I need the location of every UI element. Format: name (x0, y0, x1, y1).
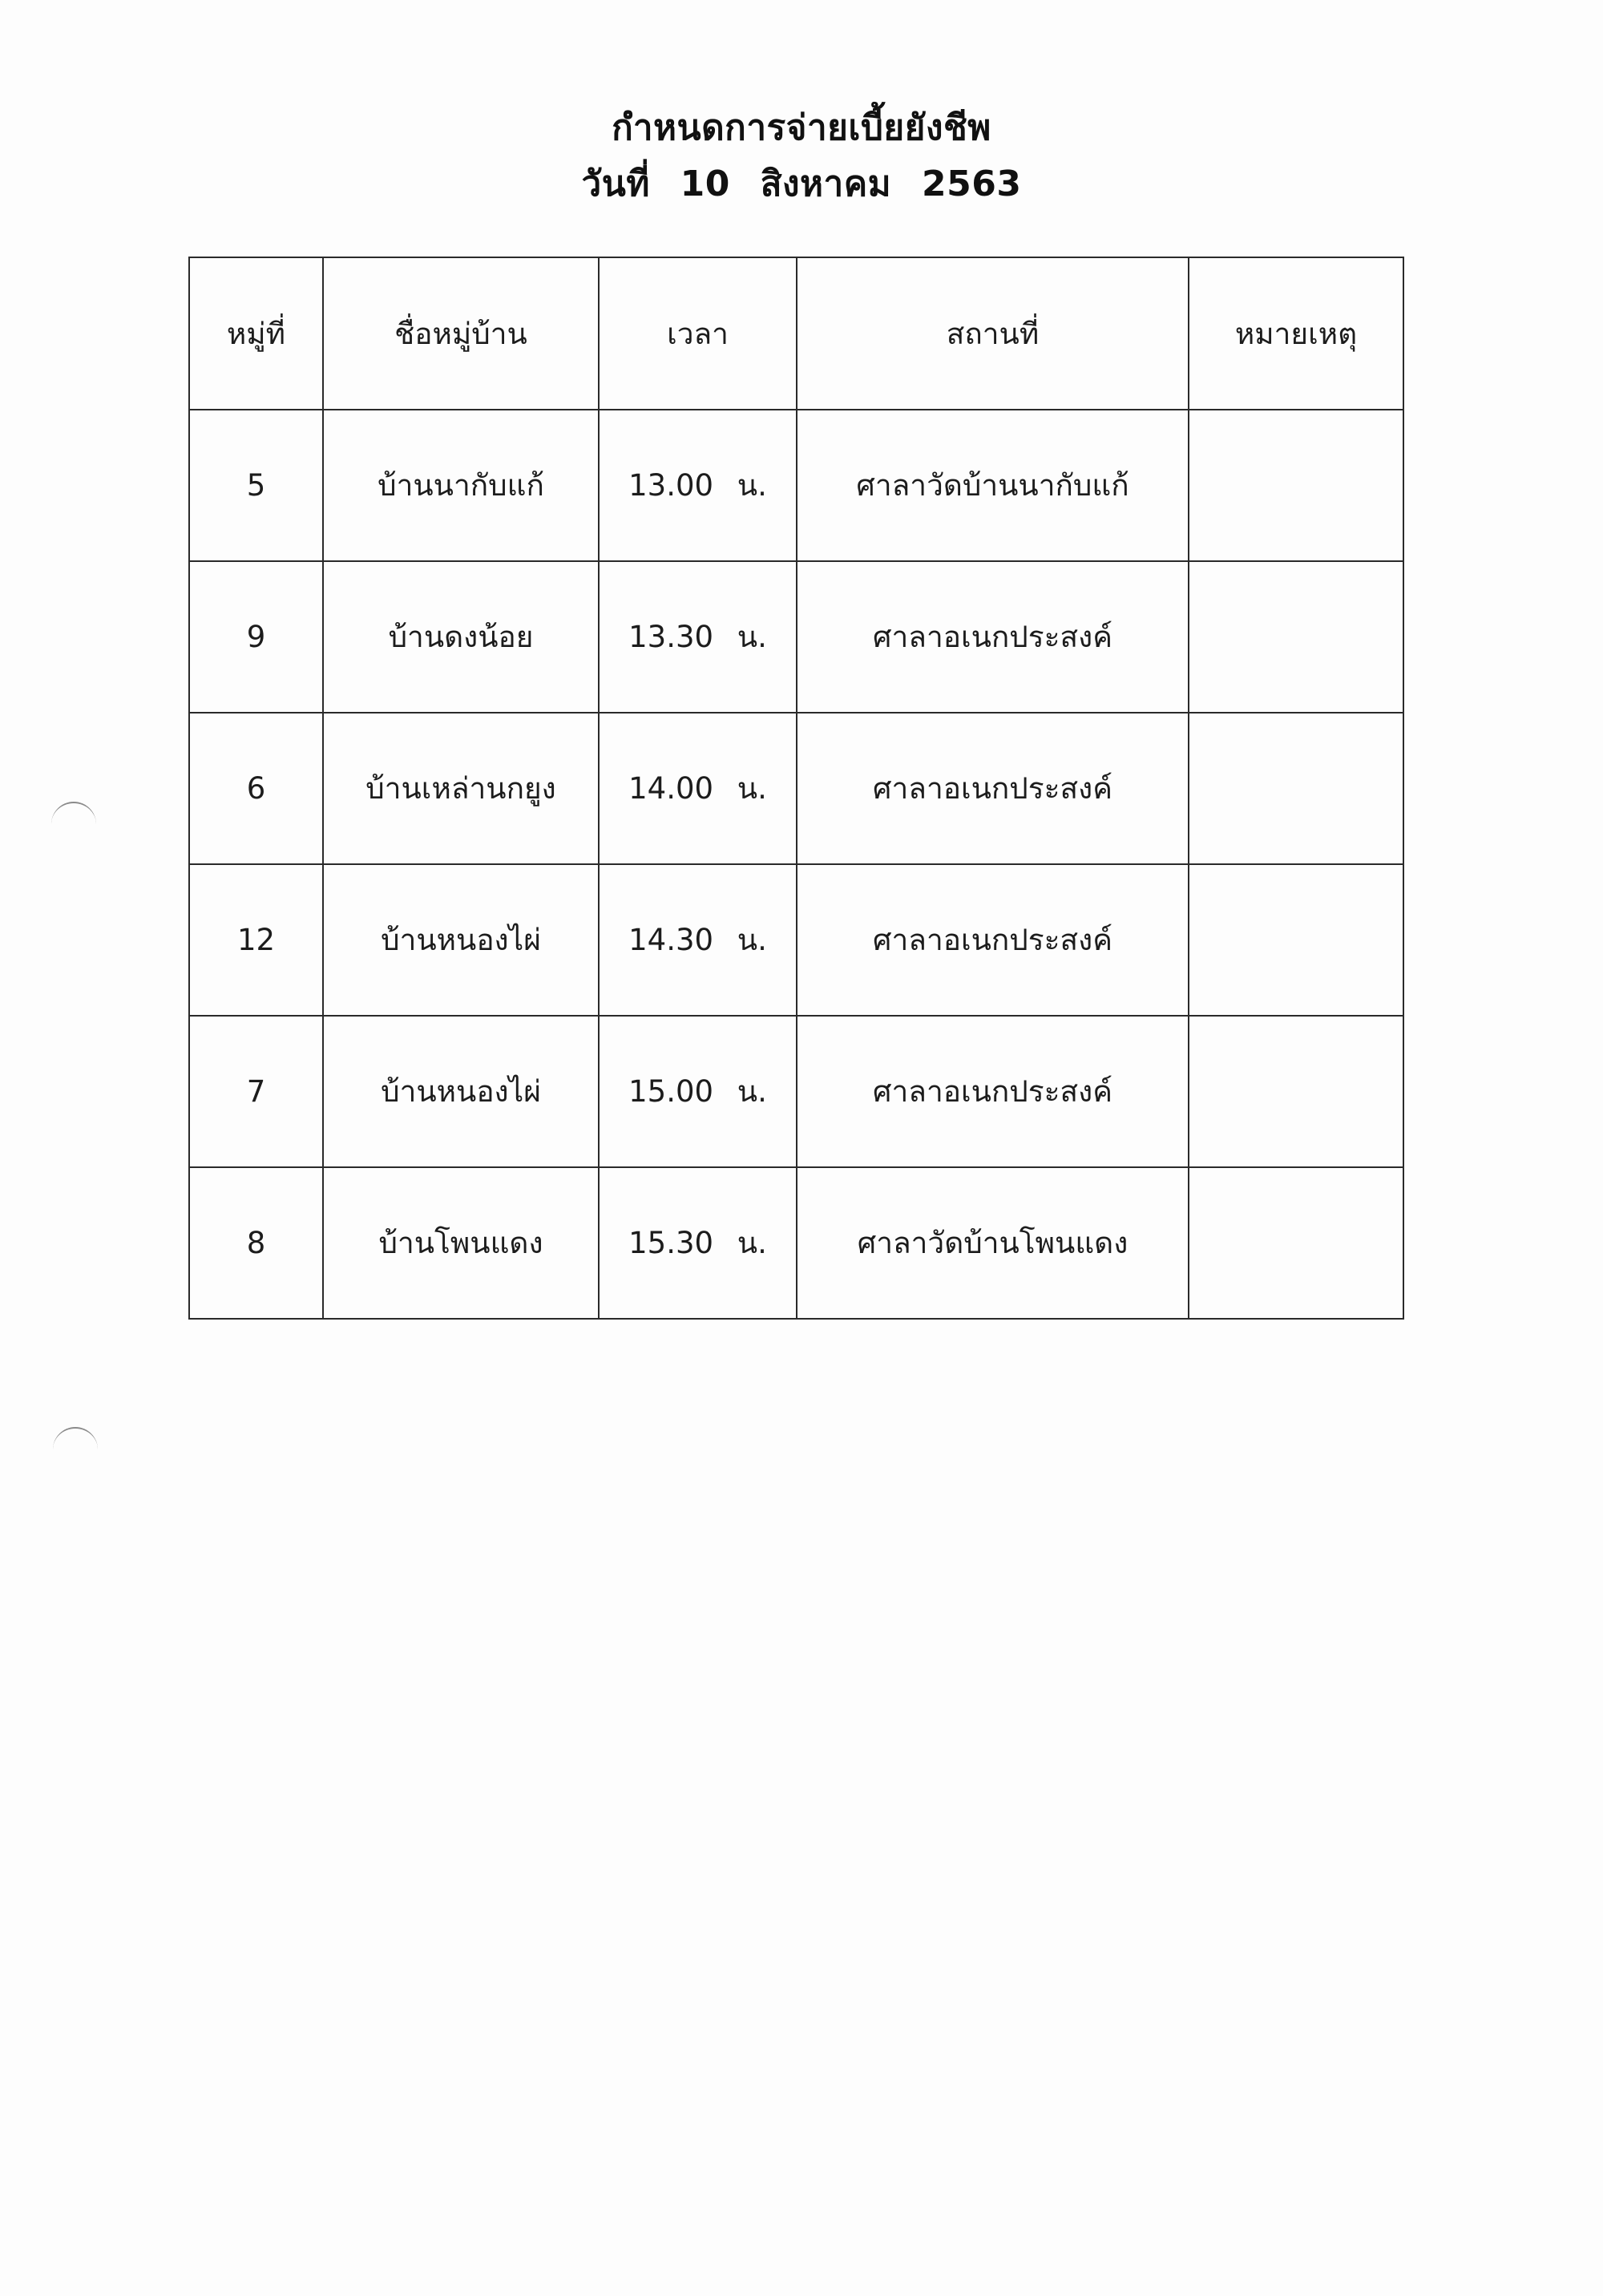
document-date: วันที่ 10 สิงหาคม 2563 (581, 164, 1022, 204)
cell-village-name: บ้านเหล่านกยูง (323, 713, 599, 864)
cell-moo: 6 (189, 713, 323, 864)
cell-remarks (1189, 1167, 1403, 1319)
cell-time: 13.30 น. (599, 561, 797, 713)
header-moo: หมู่ที่ (189, 257, 323, 410)
cell-village-name: บ้านหนองไผ่ (323, 864, 599, 1016)
cell-time: 13.00 น. (599, 410, 797, 561)
document-title: กำหนดการจ่ายเบี้ยยังชีพ (612, 107, 991, 148)
cell-village-name: บ้านโพนแดง (323, 1167, 599, 1319)
cell-village-name: บ้านนากับแก้ (323, 410, 599, 561)
cell-remarks (1189, 561, 1403, 713)
header-remarks: หมายเหตุ (1189, 257, 1403, 410)
table-header-row (189, 257, 1403, 410)
cell-moo: 9 (189, 561, 323, 713)
table-row (189, 561, 1403, 713)
cell-moo: 7 (189, 1016, 323, 1167)
cell-time: 14.30 น. (599, 864, 797, 1016)
cell-moo: 8 (189, 1167, 323, 1319)
punch-hole-mark (51, 802, 96, 826)
cell-place: ศาลาอเนกประสงค์ (797, 1016, 1189, 1167)
cell-time: 14.00 น. (599, 713, 797, 864)
table-row (189, 1016, 1403, 1167)
header-place: สถานที่ (797, 257, 1189, 410)
cell-remarks (1189, 864, 1403, 1016)
table-row (189, 410, 1403, 561)
table-row (189, 1167, 1403, 1319)
cell-time: 15.00 น. (599, 1016, 797, 1167)
cell-place: ศาลาวัดบ้านโพนแดง (797, 1167, 1189, 1319)
table-row (189, 713, 1403, 864)
cell-village-name: บ้านดงน้อย (323, 561, 599, 713)
header-village-name: ชื่อหมู่บ้าน (323, 257, 599, 410)
punch-hole-mark (53, 1427, 98, 1451)
header-time: เวลา (599, 257, 797, 410)
schedule-table (188, 257, 1404, 1320)
cell-place: ศาลาอเนกประสงค์ (797, 864, 1189, 1016)
cell-moo: 5 (189, 410, 323, 561)
cell-place: ศาลาอเนกประสงค์ (797, 713, 1189, 864)
cell-place: ศาลาอเนกประสงค์ (797, 561, 1189, 713)
cell-remarks (1189, 410, 1403, 561)
cell-moo: 12 (189, 864, 323, 1016)
cell-village-name: บ้านหนองไผ่ (323, 1016, 599, 1167)
cell-place: ศาลาวัดบ้านนากับแก้ (797, 410, 1189, 561)
cell-remarks (1189, 713, 1403, 864)
cell-time: 15.30 น. (599, 1167, 797, 1319)
table-row (189, 864, 1403, 1016)
cell-remarks (1189, 1016, 1403, 1167)
